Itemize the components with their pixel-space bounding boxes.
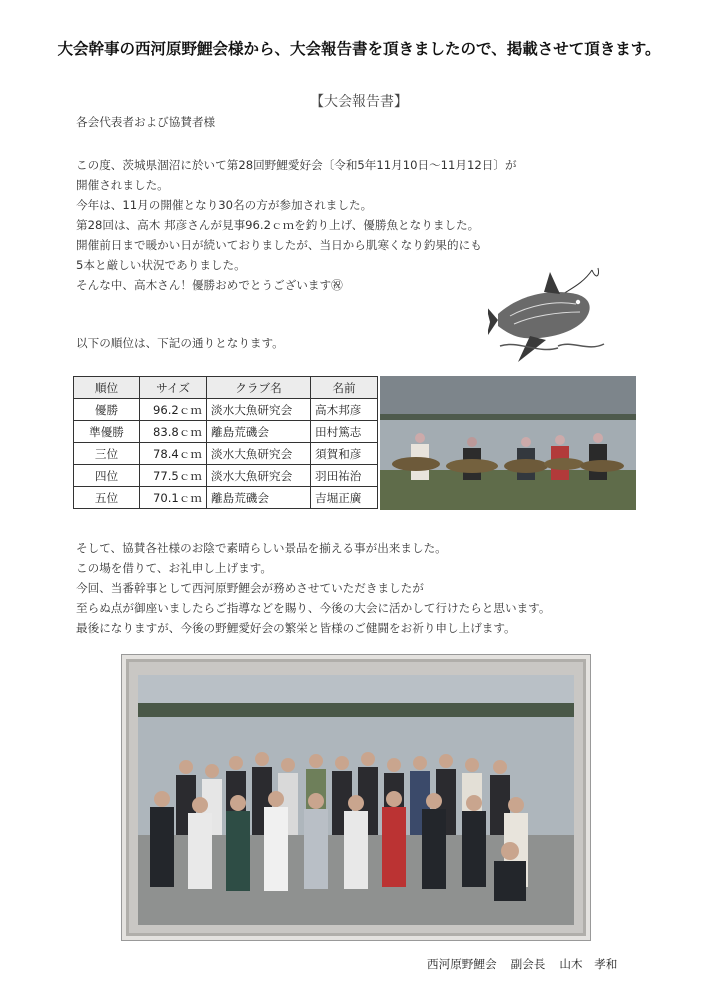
name-cell: 吉堀正廣 [311,487,378,509]
column-header: クラブ名 [207,377,311,399]
text-line: 最後になりますが、今後の野鯉愛好会の繁栄と皆様のご健闘をお祈り申し上げます。 [76,621,516,635]
text-line: 至らぬ点が御座いましたらご指導などを賜り、今後の大会に活かして行けたらと思います。 [76,601,551,615]
club-cell: 離島荒磯会 [207,421,311,443]
rank-cell: 準優勝 [74,421,140,443]
text-line: そんな中、高木さん！優勝おめでとうございます㊗ [76,278,343,292]
text-line: 開催前日まで暖かい日が続いておりましたが、当日から肌寒くなり釣果的にも [76,238,482,252]
group-photo-frame [121,654,591,941]
table-header-row [74,377,378,399]
name-cell: 羽田祐治 [311,465,378,487]
club-cell: 離島荒磯会 [207,487,311,509]
column-header: サイズ [140,377,207,399]
text-line: この場を借りて、お礼申し上げます。 [76,561,272,575]
rank-cell: 優勝 [74,399,140,421]
name-cell: 田村篤志 [311,421,378,443]
text-line: この度、茨城県涸沼に於いて第28回野鯉愛好会〔令和5年11月10日〜11月12日〕が [76,158,517,172]
size-cell: 70.1ｃｍ [140,487,207,509]
club-cell: 淡水大魚研究会 [207,465,311,487]
club-cell: 淡水大魚研究会 [207,399,311,421]
text-line: 第28回は、高木 邦彦さんが見事96.2ｃｍを釣り上げ、優勝魚となりました。 [76,218,480,232]
table-row [74,399,378,421]
column-header: 名前 [311,377,378,399]
table-row [74,443,378,465]
group-photo [138,675,574,925]
ranking-table [73,376,378,509]
winners-photo [380,376,636,510]
table-row [74,465,378,487]
text-line: 開催されました。 [76,178,169,192]
name-cell: 須賀和彦 [311,443,378,465]
report-paragraph-1 [76,155,517,295]
signature [427,956,617,972]
size-cell: 96.2ｃｍ [140,399,207,421]
text-line: そして、協賛各社様のお陰で素晴らしい景品を揃える事が出来ました。 [76,541,447,555]
report-title: 【大会報告書】 [310,94,408,110]
report-paragraph-2 [76,538,550,638]
rank-cell: 四位 [74,465,140,487]
size-cell: 83.8ｃｍ [140,421,207,443]
rank-cell: 五位 [74,487,140,509]
signature-name: 山木 孝和 [559,957,618,971]
group-photo-scene [138,675,574,925]
size-cell: 77.5ｃｍ [140,465,207,487]
text-line: 5本と厳しい状況でありました。 [76,258,246,272]
signature-club: 西河原野鯉会 [427,957,497,971]
announcement-headline: 大会幹事の西河原野鯉会様から、大会報告書を頂きましたので、掲載させて頂きます。 [57,40,661,58]
column-header: 順位 [74,377,140,399]
carp-illustration [488,266,610,364]
text-line: 今回、当番幹事として西河原野鯉会が務めさせていただきましたが [76,581,424,595]
text-line: 今年は、11月の開催となり30名の方が参加されました。 [76,198,373,212]
club-cell: 淡水大魚研究会 [207,443,311,465]
table-row [74,421,378,443]
rank-cell: 三位 [74,443,140,465]
signature-role: 副会長 [510,957,546,971]
ranking-intro: 以下の順位は、下記の通りとなります。 [76,336,284,350]
winners-photo-scene [380,376,636,510]
table-row [74,487,378,509]
greeting: 各会代表者および協賛者様 [76,115,216,129]
size-cell: 78.4ｃｍ [140,443,207,465]
name-cell: 高木邦彦 [311,399,378,421]
